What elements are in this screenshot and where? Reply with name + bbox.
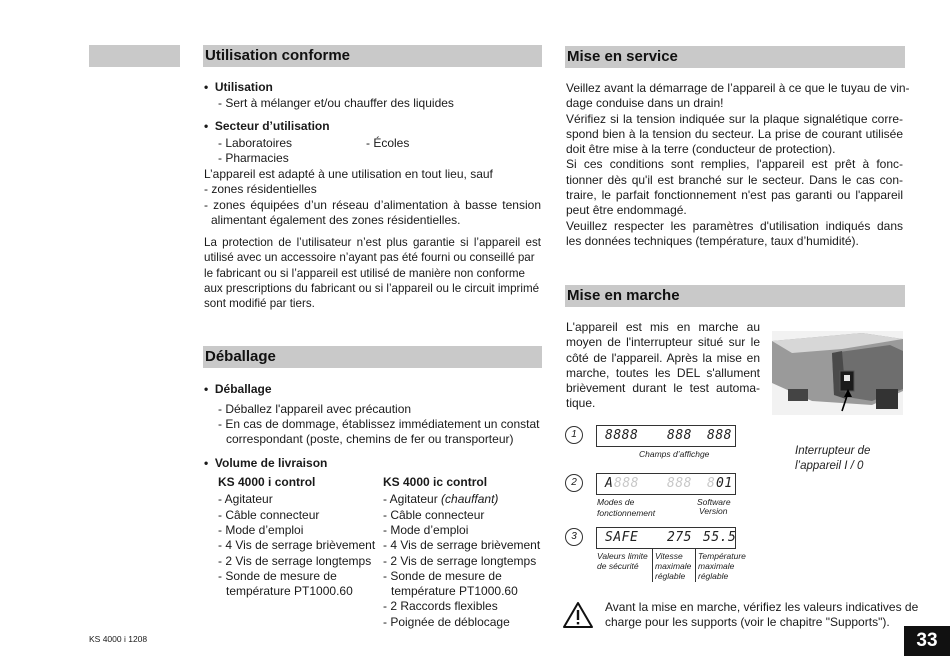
mise-en-service-paragraph: Veillez avant la démarrage de l’appareil à ce que le tuyau de vin- dage conduise dans un drain! Vérifiez si la tension indiquée sur la plaque signalétique corre- spond bien à la tension du secteur. La prise de courant utilisée doit être mise à la terre (conducteur de protection). Si ces conditions sont remplies, l'appareil est prêt à fonc- tionner dès qu'il est branché sur le secteur. Dans le cas con- traire, le parfait fonctionnement n'est pas garanti ou l'appareil peut être endommagé. Veuillez respecter les paramètres d'utilisation indiqués dans les données techniques (température, taux d’humidité). xyxy=(566,81,910,248)
col2-item: - Câble connecteur xyxy=(383,508,485,522)
display-3-field-a: SAFE xyxy=(605,530,639,545)
utilisation-conforme-title: Utilisation conforme xyxy=(205,47,351,64)
display-1-field-c: 888 xyxy=(707,428,732,443)
col1-item: - 4 Vis de serrage brièvement xyxy=(218,538,376,552)
sector-pharma: - Pharmacies xyxy=(218,151,289,165)
display-1-field-b: 888 xyxy=(667,428,692,443)
display-2-label-modes-2: fonctionnement xyxy=(597,508,656,518)
mise-en-service-title: Mise en service xyxy=(567,48,678,65)
usage-line-3: - zones équipées d’un réseau d’alimentation à basse tension xyxy=(204,198,541,212)
display-1-label: Champs d’affichge xyxy=(639,449,710,459)
col2-item: - 2 Raccords flexibles xyxy=(383,599,498,613)
col1-item: - 2 Vis de serrage longtemps xyxy=(218,554,372,568)
display-2-version: 01 xyxy=(716,476,733,491)
col2-item: température PT1000.60 xyxy=(391,584,518,598)
utilisation-line: - Sert à mélanger et/ou chauffer des liquides xyxy=(218,96,454,110)
bullet-volume-livraison: • Volume de livraison xyxy=(204,456,328,470)
display-2-label-software-2: Version xyxy=(699,506,728,516)
step-2-marker: 2 xyxy=(565,474,583,492)
col1-title: KS 4000 i control xyxy=(218,475,316,489)
usage-line-4: alimentant également des zones résidentielles. xyxy=(211,213,461,227)
display-3-label-b-1: Vitesse xyxy=(655,551,683,561)
switch-caption-line1: Interrupteur de xyxy=(795,445,871,457)
usage-line-2: - zones résidentielles xyxy=(204,182,317,196)
display-3-label-a-1: Valeurs limite xyxy=(597,551,648,561)
col1-item: - Câble connecteur xyxy=(218,508,320,522)
display-1-field-a: 8888 xyxy=(605,428,639,443)
page-number: 33 xyxy=(916,630,938,651)
deballage-line-3: correspondant (poste, chemins de fer ou transporteur) xyxy=(226,432,514,446)
doc-code: KS 4000 i 1208 xyxy=(89,634,148,644)
display-3-label-c-1: Température xyxy=(698,551,746,561)
display-1 xyxy=(596,425,736,447)
deballage-line-1: - Déballez l'appareil avec précaution xyxy=(218,402,412,416)
display-2-mode-on: A xyxy=(605,476,614,491)
col1-item: - Sonde de mesure de xyxy=(218,569,337,583)
usage-line-1: L’appareil est adapté à une utilisation en tout lieu, sauf xyxy=(204,167,493,181)
col2-item-first: - Agitateur (chauffant) xyxy=(383,492,499,506)
display-3-divider-1 xyxy=(652,549,653,582)
left-tab-bar xyxy=(89,45,180,67)
col2-item: - 4 Vis de serrage brièvement xyxy=(383,538,541,552)
col2-item: - 2 Vis de serrage longtemps xyxy=(383,554,537,568)
display-3-divider-2 xyxy=(695,549,696,582)
display-2-field-b: 888 xyxy=(667,476,692,491)
bullet-utilisation: • Utilisation xyxy=(204,80,273,94)
warning-line-1: Avant la mise en marche, vérifiez les valeurs indicatives de xyxy=(605,600,919,614)
col2-item: - Mode d’emploi xyxy=(383,523,469,537)
display-3-field-b: 275 xyxy=(667,530,692,545)
display-3 xyxy=(596,527,736,549)
display-2-field-c-off: 8 xyxy=(707,476,716,491)
col1-item: température PT1000.60 xyxy=(226,584,353,598)
device-switch-illustration xyxy=(772,331,903,415)
col2-title: KS 4000 ic control xyxy=(383,475,488,489)
display-3-label-c-3: réglable xyxy=(698,571,729,581)
col1-item: - Mode d’emploi xyxy=(218,523,304,537)
warning-line-2: charge pour les supports (voir le chapitre "Supports"). xyxy=(605,615,890,629)
col2-item: - Poignée de déblocage xyxy=(383,615,510,629)
sector-ecoles: - Écoles xyxy=(366,136,410,150)
display-2 xyxy=(596,473,736,495)
display-2-mode-off: 888 xyxy=(614,476,639,491)
display-3-label-b-3: réglable xyxy=(655,571,686,581)
bullet-deballage: • Déballage xyxy=(204,382,272,396)
protection-paragraph: La protection de l’utilisateur n’est plus garantie si l’appareil est utilisé avec un accessoire n’ayant pas été fourni ou conseillé par le fabricant ou si l’appareil est utilisé de manière non conforme aux prescriptions du fabricant ou si l’appareil ou le circuit imprimé sont modifié par tiers. xyxy=(204,236,541,311)
display-2-label-software-1: Software xyxy=(697,497,731,507)
col1-item: - Agitateur xyxy=(218,492,273,506)
display-3-label-c-2: maximale xyxy=(698,561,735,571)
display-2-label-modes-1: Modes de xyxy=(597,497,635,507)
warning-icon xyxy=(562,601,594,629)
display-3-field-c: 55.5 xyxy=(703,530,737,545)
sector-labs: - Laboratoires xyxy=(218,136,293,150)
deballage-line-2: - En cas de dommage, établissez immédiatement un constat xyxy=(218,417,540,431)
display-3-label-a-2: de sécurité xyxy=(597,561,639,571)
step-3-marker: 3 xyxy=(565,528,583,546)
col2-item: - Sonde de mesure de xyxy=(383,569,502,583)
switch-caption-line2: l’appareil I / 0 xyxy=(795,460,864,472)
mise-en-marche-title: Mise en marche xyxy=(567,287,680,304)
bullet-secteur: • Secteur d’utilisation xyxy=(204,119,330,133)
deballage-title: Déballage xyxy=(205,348,276,365)
display-3-label-b-2: maximale xyxy=(655,561,692,571)
step-1-marker: 1 xyxy=(565,426,583,444)
mise-en-marche-paragraph: L'appareil est mis en marche au moyen de l'interrupteur situé sur le côté de l'appareil. Après la mise en marche, toutes les DEL s'allument brièvement durant le test automa- tique. xyxy=(566,320,760,411)
